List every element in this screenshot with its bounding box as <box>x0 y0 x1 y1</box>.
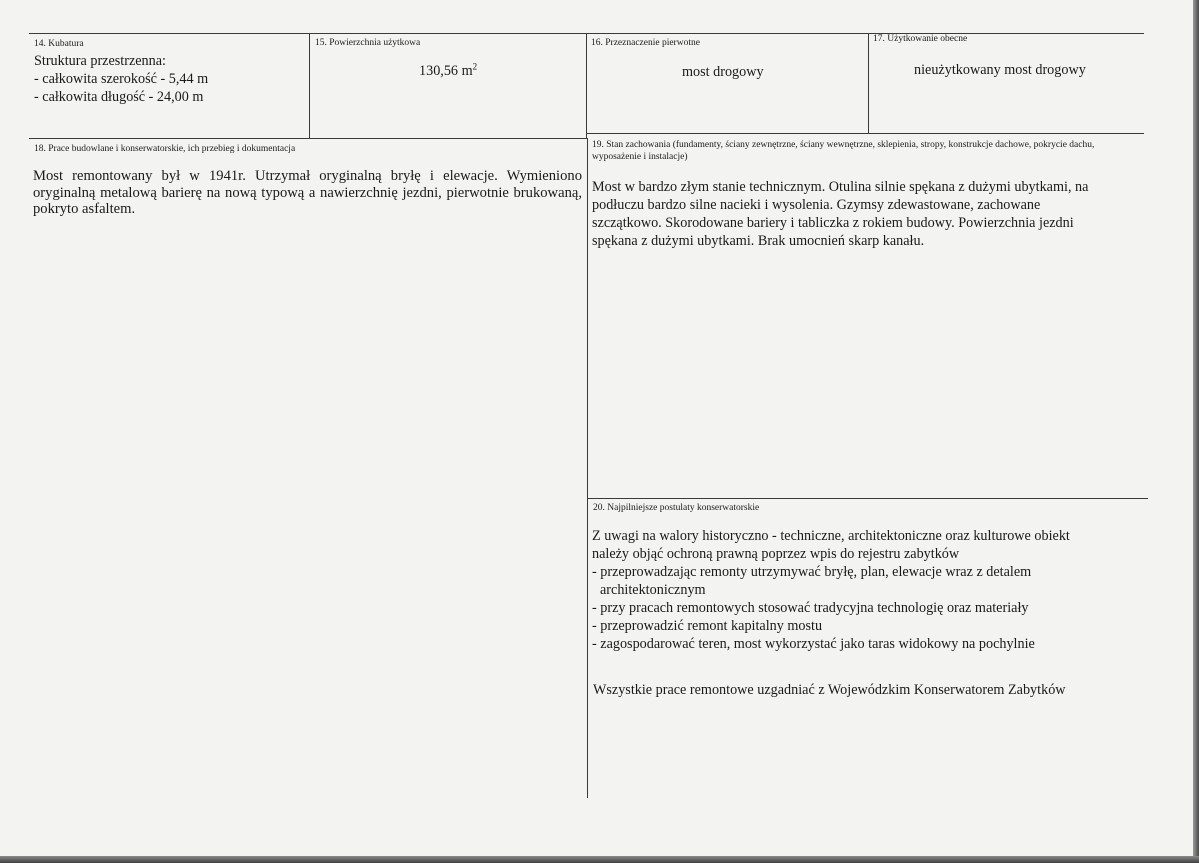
rule-right-mid <box>586 133 1144 134</box>
usable-area-value: 130,56 m <box>419 63 473 79</box>
field-20-label: 20. Najpilniejsze postulaty konserwatorskie <box>593 503 760 513</box>
field-16-label: 16. Przeznaczenie pierwotne <box>591 38 700 48</box>
field-19-line: spękana z dużymi ubytkami. Brak umocnień skarp kanału. <box>592 233 925 249</box>
field-17-label: 17. Użytkowanie obecne <box>873 34 968 44</box>
field-20-line: należy objąć ochroną prawną poprzez wpis do rejestru zabytków <box>592 546 960 562</box>
rule-left-mid <box>29 138 587 139</box>
unit-superscript: 2 <box>472 61 478 72</box>
field-16-value: most drogowy <box>682 64 764 80</box>
field-20-line: - zagospodarować teren, most wykorzystać jako taras widokowy na pochylnie <box>592 636 1035 652</box>
field-14-label: 14. Kubatura <box>34 39 84 49</box>
field-20-line: - przeprowadzić remont kapitalny mostu <box>592 618 823 634</box>
field-20-content <box>592 527 1070 653</box>
rule-19-20 <box>588 498 1148 499</box>
field-14-content <box>34 52 208 106</box>
divider-15-16 <box>586 33 587 139</box>
field-15-label: 15. Powierzchnia użytkowa <box>315 38 421 48</box>
field-14-line: Struktura przestrzenna: <box>34 53 166 69</box>
scan-edge-bottom <box>0 856 1199 863</box>
field-20-closing: Wszystkie prace remontowe uzgadniać z Wojewódzkim Konserwatorem Zabytków <box>593 682 1066 698</box>
field-19-content <box>592 178 1088 250</box>
field-19-line: szczątkowo. Skorodowane bariery i tabliczka z rokiem budowy. Powierzchnia jezdni <box>592 215 1074 231</box>
field-20-line: - przy pracach remontowych stosować tradycyjna technologię oraz materiały <box>592 600 1029 616</box>
scan-edge-right <box>1193 0 1199 863</box>
field-14-line: - całkowita długość - 24,00 m <box>34 89 204 105</box>
field-17-value: nieużytkowany most drogowy <box>914 62 1086 78</box>
field-19-label: 19. Stan zachowania (fundamenty, ściany zewnętrzne, ściany wewnętrzne, sklepienia, stropy, konstrukcje dachowe, pokrycie dachu, wyposażenie i instalacje) <box>592 140 1095 162</box>
field-20-line: architektonicznym <box>600 582 706 598</box>
field-18-label: 18. Prace budowlane i konserwatorskie, ich przebieg i dokumentacja <box>34 144 296 154</box>
field-19-line: podłuczu bardzo silne nacieki i wysolenia. Gzymsy zdewastowane, zachowane <box>592 197 1041 213</box>
field-15-value <box>419 62 477 80</box>
field-20-line: - przeprowadzając remonty utrzymywać bryłę, plan, elewacje wraz z detalem <box>592 564 1032 580</box>
field-18-text: Most remontowany był w 1941r. Utrzymał oryginalną bryłę i elewacje. Wymieniono oryginalną metalową barierę na nową typową a nawierzchnię jezdni, pierwotnie brukowaną, pokryto asfaltem. <box>33 168 582 217</box>
divider-14-15 <box>309 33 310 139</box>
field-14-line: - całkowita szerokość - 5,44 m <box>34 71 209 87</box>
center-divider <box>587 138 588 798</box>
field-19-line: Most w bardzo złym stanie technicznym. Otulina silnie spękana z dużymi ubytkami, na <box>592 179 1089 195</box>
divider-16-17 <box>868 33 869 134</box>
field-20-line: Z uwagi na walory historyczno - techniczne, architektoniczne oraz kulturowe obiekt <box>592 528 1070 544</box>
